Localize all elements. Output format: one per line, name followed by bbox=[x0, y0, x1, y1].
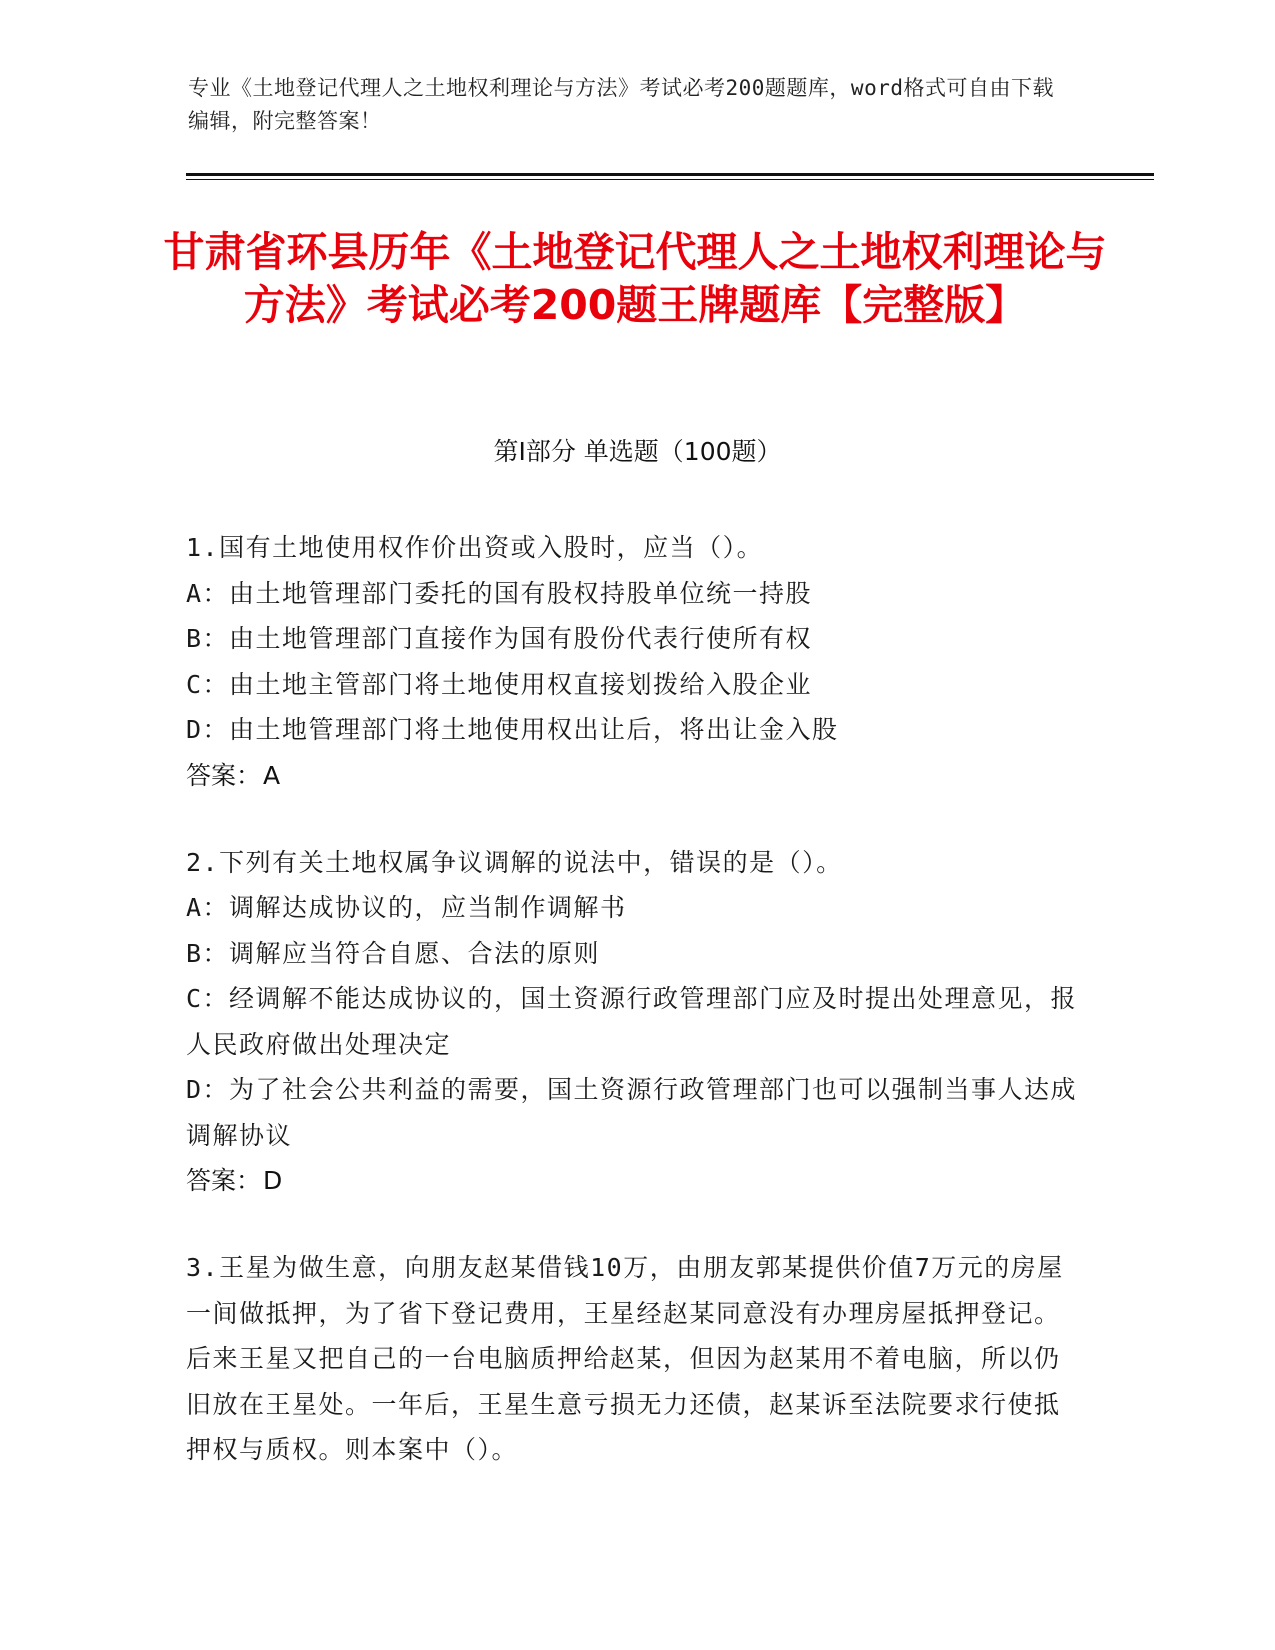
option-a: A：由土地管理部门委托的国有股权持股单位统一持股 bbox=[186, 578, 813, 608]
question-stem: 3.王星为做生意，向朋友赵某借钱10万，由朋友郭某提供价值7万元的房屋一间做抵押，为了省下登记费用，王星经赵某同意没有办理房屋抵押登记。后来王星又把自己的一台电脑质押给赵某，但因为赵某用不着电脑，所以仍旧放在王星处。一年后，王星生意亏损无力还债，赵某诉至法院要求行使抵押权与质权。则本案中（）。 bbox=[186, 1253, 1064, 1464]
answer-value: D bbox=[263, 1166, 283, 1195]
answer-value: A bbox=[263, 760, 281, 790]
answer-line bbox=[186, 753, 1086, 798]
answer-label: 答案： bbox=[186, 1166, 262, 1195]
document-title: 甘肃省环县历年《土地登记代理人之土地权利理论与方法》考试必考200题王牌题库【完整版】 bbox=[163, 228, 1107, 329]
option-b: B：由土地管理部门直接作为国有股份代表行使所有权 bbox=[186, 624, 813, 653]
section-heading: 第Ⅰ部分 单选题（100题） bbox=[493, 437, 782, 466]
header-divider-thick bbox=[186, 173, 1154, 176]
header-divider-thin bbox=[186, 179, 1154, 180]
question-stem: 2.下列有关土地权属争议调解的说法中，错误的是（）。 bbox=[186, 847, 843, 877]
question-list bbox=[186, 525, 1086, 1515]
option-c: C：由土地主管部门将土地使用权直接划拨给入股企业 bbox=[186, 669, 813, 699]
question-stem: 1.国有土地使用权作价出资或入股时，应当（）。 bbox=[186, 533, 764, 562]
option-b: B：调解应当符合自愿、合法的原则 bbox=[186, 938, 601, 968]
header-note: 专业《土地登记代理人之土地权利理论与方法》考试必考200题题库，word格式可自由下载编辑，附完整答案！ bbox=[188, 76, 1054, 133]
answer-line bbox=[186, 1158, 1086, 1203]
option-d: D：为了社会公共利益的需要，国土资源行政管理部门也可以强制当事人达成调解协议 bbox=[186, 1075, 1078, 1150]
answer-label: 答案： bbox=[186, 760, 262, 790]
option-c: C：经调解不能达成协议的，国土资源行政管理部门应及时提出处理意见，报人民政府做出处理决定 bbox=[186, 984, 1078, 1059]
option-d: D：由土地管理部门将土地使用权出让后，将出让金入股 bbox=[186, 715, 839, 744]
option-a: A：调解达成协议的，应当制作调解书 bbox=[186, 893, 627, 922]
question-3 bbox=[186, 1245, 1086, 1473]
question-1 bbox=[186, 525, 1086, 798]
question-2 bbox=[186, 840, 1086, 1204]
